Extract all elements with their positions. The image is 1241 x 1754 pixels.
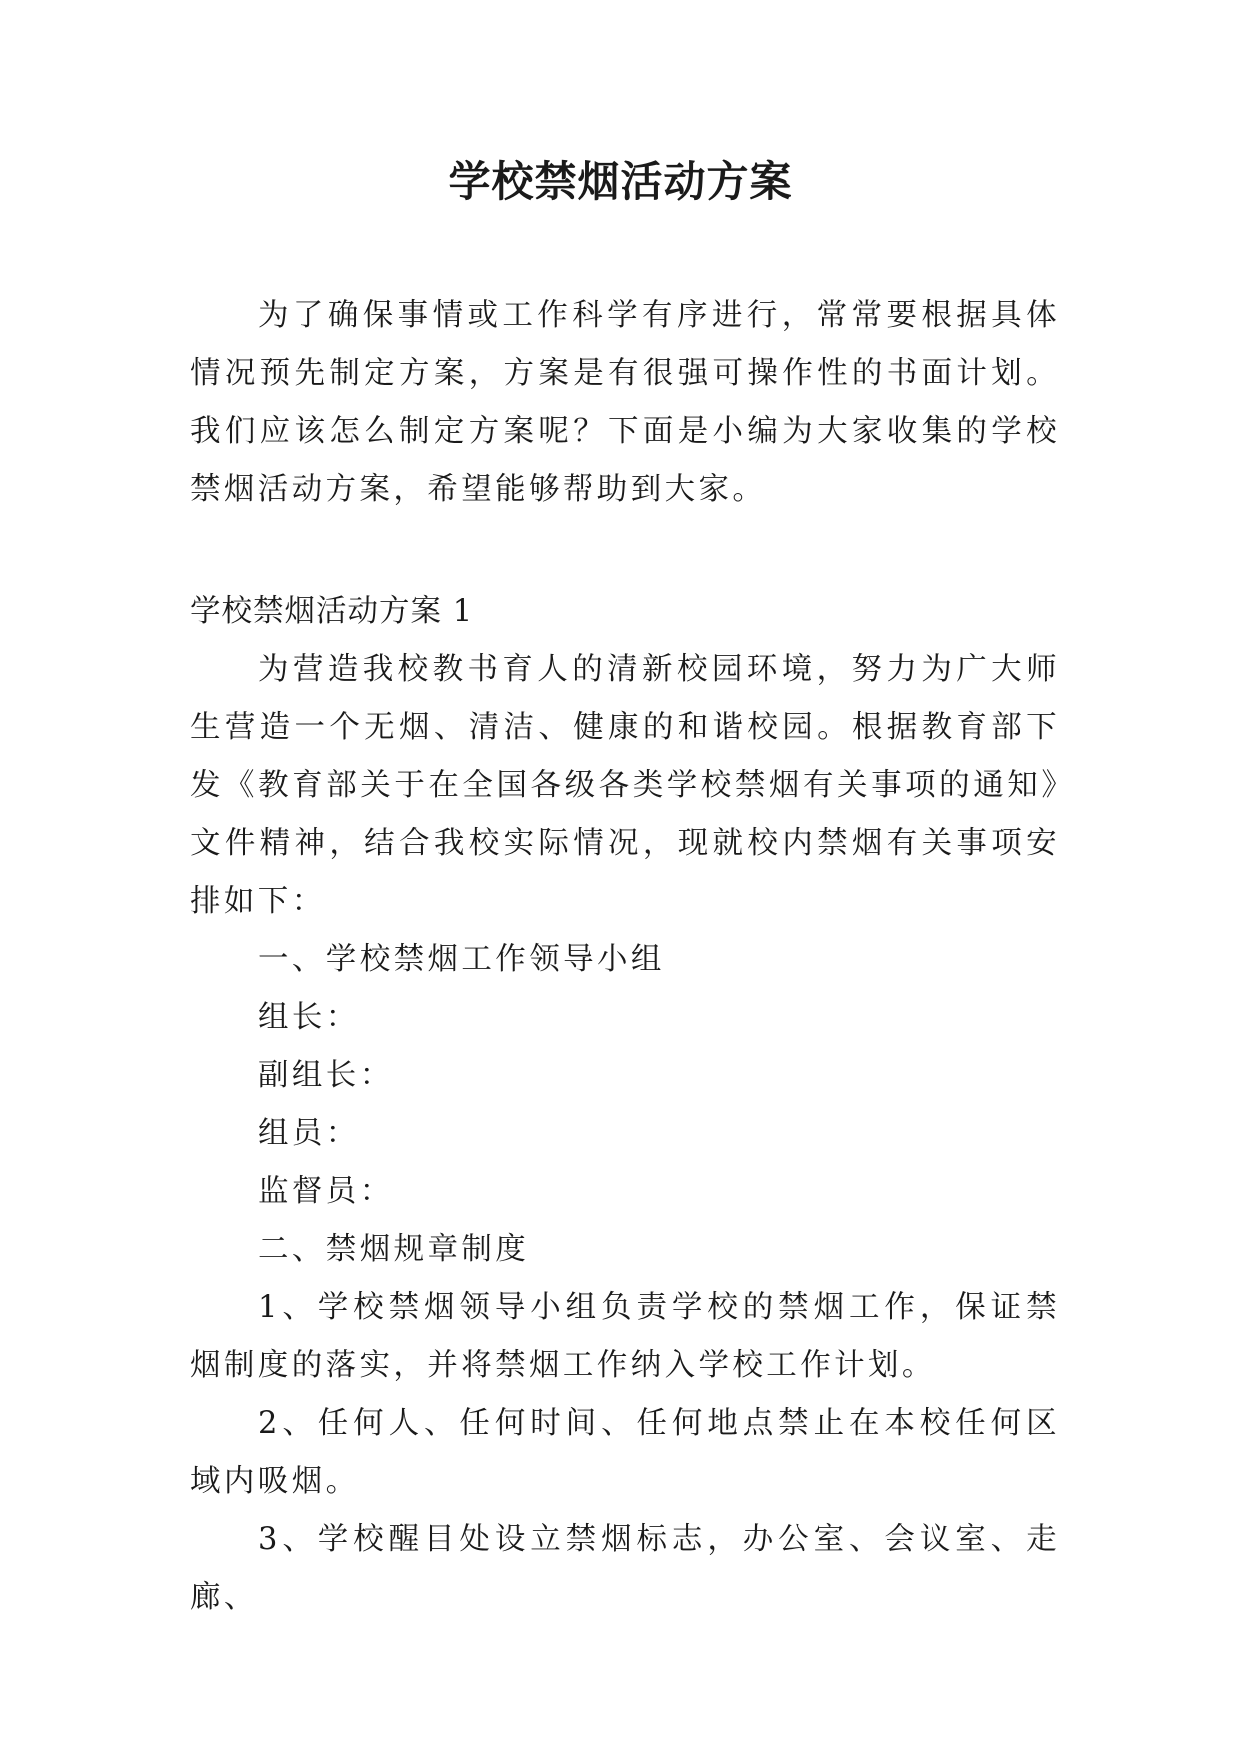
rule-2: 2、任何人、任何时间、任何地点禁止在本校任何区域内吸烟。 (190, 1406, 1060, 1499)
document-title: 学校禁烟活动方案 (448, 157, 793, 206)
heading-leadership-group: 一、学校禁烟工作领导小组 (258, 942, 665, 977)
item-group-leader: 组长： (258, 1000, 360, 1035)
item-supervisor: 监督员： (258, 1174, 394, 1209)
intro-paragraph: 为了确保事情或工作科学有序进行，常常要根据具体情况预先制定方案，方案是有很强可操作性的书面计划。我们应该怎么制定方案呢？下面是小编为大家收集的学校禁烟活动方案，希望能够帮助到大家。 (190, 298, 1060, 507)
section-title: 学校禁烟活动方案 1 (190, 594, 474, 629)
heading-rules: 二、禁烟规章制度 (258, 1232, 530, 1267)
document-body (190, 287, 1060, 1627)
rule-1: 1、学校禁烟领导小组负责学校的禁烟工作，保证禁烟制度的落实，并将禁烟工作纳入学校工作计划。 (190, 1290, 1060, 1383)
item-members: 组员： (258, 1116, 360, 1151)
paragraph-purpose: 为营造我校教书育人的清新校园环境，努力为广大师生营造一个无烟、清洁、健康的和谐校园。根据教育部下发《教育部关于在全国各级各类学校禁烟有关事项的通知》文件精神，结合我校实际情况，现就校内禁烟有关事项安排如下： (190, 652, 1060, 919)
item-deputy-leader: 副组长： (258, 1058, 394, 1093)
rule-3: 3、学校醒目处设立禁烟标志，办公室、会议室、走廊、 (190, 1522, 1060, 1615)
